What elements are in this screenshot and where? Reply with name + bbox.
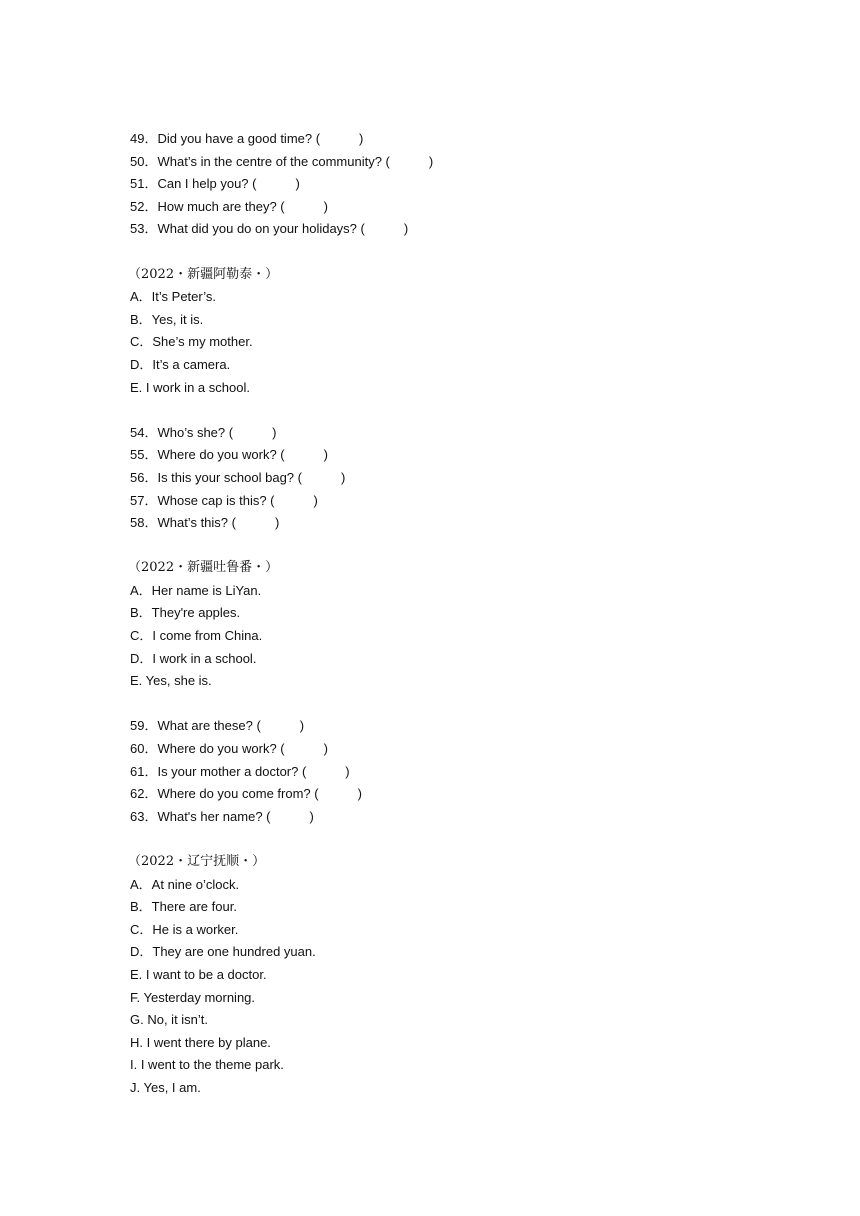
option-b: B．There are four. bbox=[130, 899, 237, 915]
option-d: D．It’s a camera. bbox=[130, 356, 231, 372]
question-63: 63．What's her name? ( ) bbox=[130, 808, 314, 824]
spacer bbox=[130, 399, 730, 422]
question-61: 61．Is your mother a doctor? ( ) bbox=[130, 763, 350, 779]
option-i: I. I went to the theme park. bbox=[130, 1057, 284, 1073]
question-50: 50．What’s in the centre of the community? ( ) bbox=[130, 153, 434, 169]
section-heading: （2022・新疆吐鲁番・） bbox=[128, 560, 279, 576]
option-b: B．They're apples. bbox=[130, 605, 241, 621]
option-e: E. Yes, she is. bbox=[130, 673, 212, 689]
option-h: H. I went there by plane. bbox=[130, 1034, 271, 1050]
question-57: 57．Whose cap is this? ( ) bbox=[130, 492, 318, 508]
option-e: E. I work in a school. bbox=[130, 379, 250, 395]
section-turpan bbox=[130, 557, 730, 693]
spacer bbox=[130, 241, 730, 264]
spacer bbox=[130, 693, 730, 716]
spacer bbox=[130, 828, 730, 851]
question-55: 55．Where do you work? ( ) bbox=[130, 447, 328, 463]
question-54: 54．Who’s she? ( ) bbox=[130, 424, 277, 440]
question-59: 59．What are these? ( ) bbox=[130, 718, 305, 734]
option-a: A．Her name is LiYan. bbox=[130, 582, 262, 598]
question-58: 58．What’s this? ( ) bbox=[130, 515, 280, 531]
question-51: 51．Can I help you? ( ) bbox=[130, 176, 300, 192]
option-d: D．They are one hundred yuan. bbox=[130, 944, 316, 960]
question-group-59-63 bbox=[130, 715, 730, 828]
section-heading: （2022・新疆阿勒泰・） bbox=[128, 266, 279, 282]
section-fushun bbox=[130, 851, 730, 1100]
option-e: E. I want to be a doctor. bbox=[130, 966, 267, 982]
worksheet-page bbox=[130, 128, 730, 1100]
spacer bbox=[130, 535, 730, 558]
option-a: A．At nine o’clock. bbox=[130, 876, 240, 892]
option-d: D．I work in a school. bbox=[130, 650, 257, 666]
option-c: C．She’s my mother. bbox=[130, 334, 253, 350]
option-c: C．I come from China. bbox=[130, 628, 263, 644]
option-a: A．It’s Peter’s. bbox=[130, 289, 216, 305]
question-62: 62．Where do you come from? ( ) bbox=[130, 786, 362, 802]
option-b: B．Yes, it is. bbox=[130, 311, 204, 327]
question-49: 49．Did you have a good time? ( ) bbox=[130, 131, 364, 146]
question-60: 60．Where do you work? ( ) bbox=[130, 741, 328, 757]
option-c: C．He is a worker. bbox=[130, 921, 239, 937]
question-52: 52．How much are they? ( ) bbox=[130, 198, 328, 214]
question-53: 53．What did you do on your holidays? ( ) bbox=[130, 221, 409, 237]
section-heading: （2022・辽宁抚顺・） bbox=[128, 854, 266, 869]
option-g: G. No, it isn’t. bbox=[130, 1012, 209, 1028]
question-56: 56．Is this your school bag? ( ) bbox=[130, 469, 346, 485]
section-altay bbox=[130, 264, 730, 400]
option-f: F. Yesterday morning. bbox=[130, 989, 256, 1005]
option-j: J. Yes, I am. bbox=[130, 1079, 201, 1095]
question-group-54-58 bbox=[130, 422, 730, 535]
question-group-49-53 bbox=[130, 128, 730, 241]
